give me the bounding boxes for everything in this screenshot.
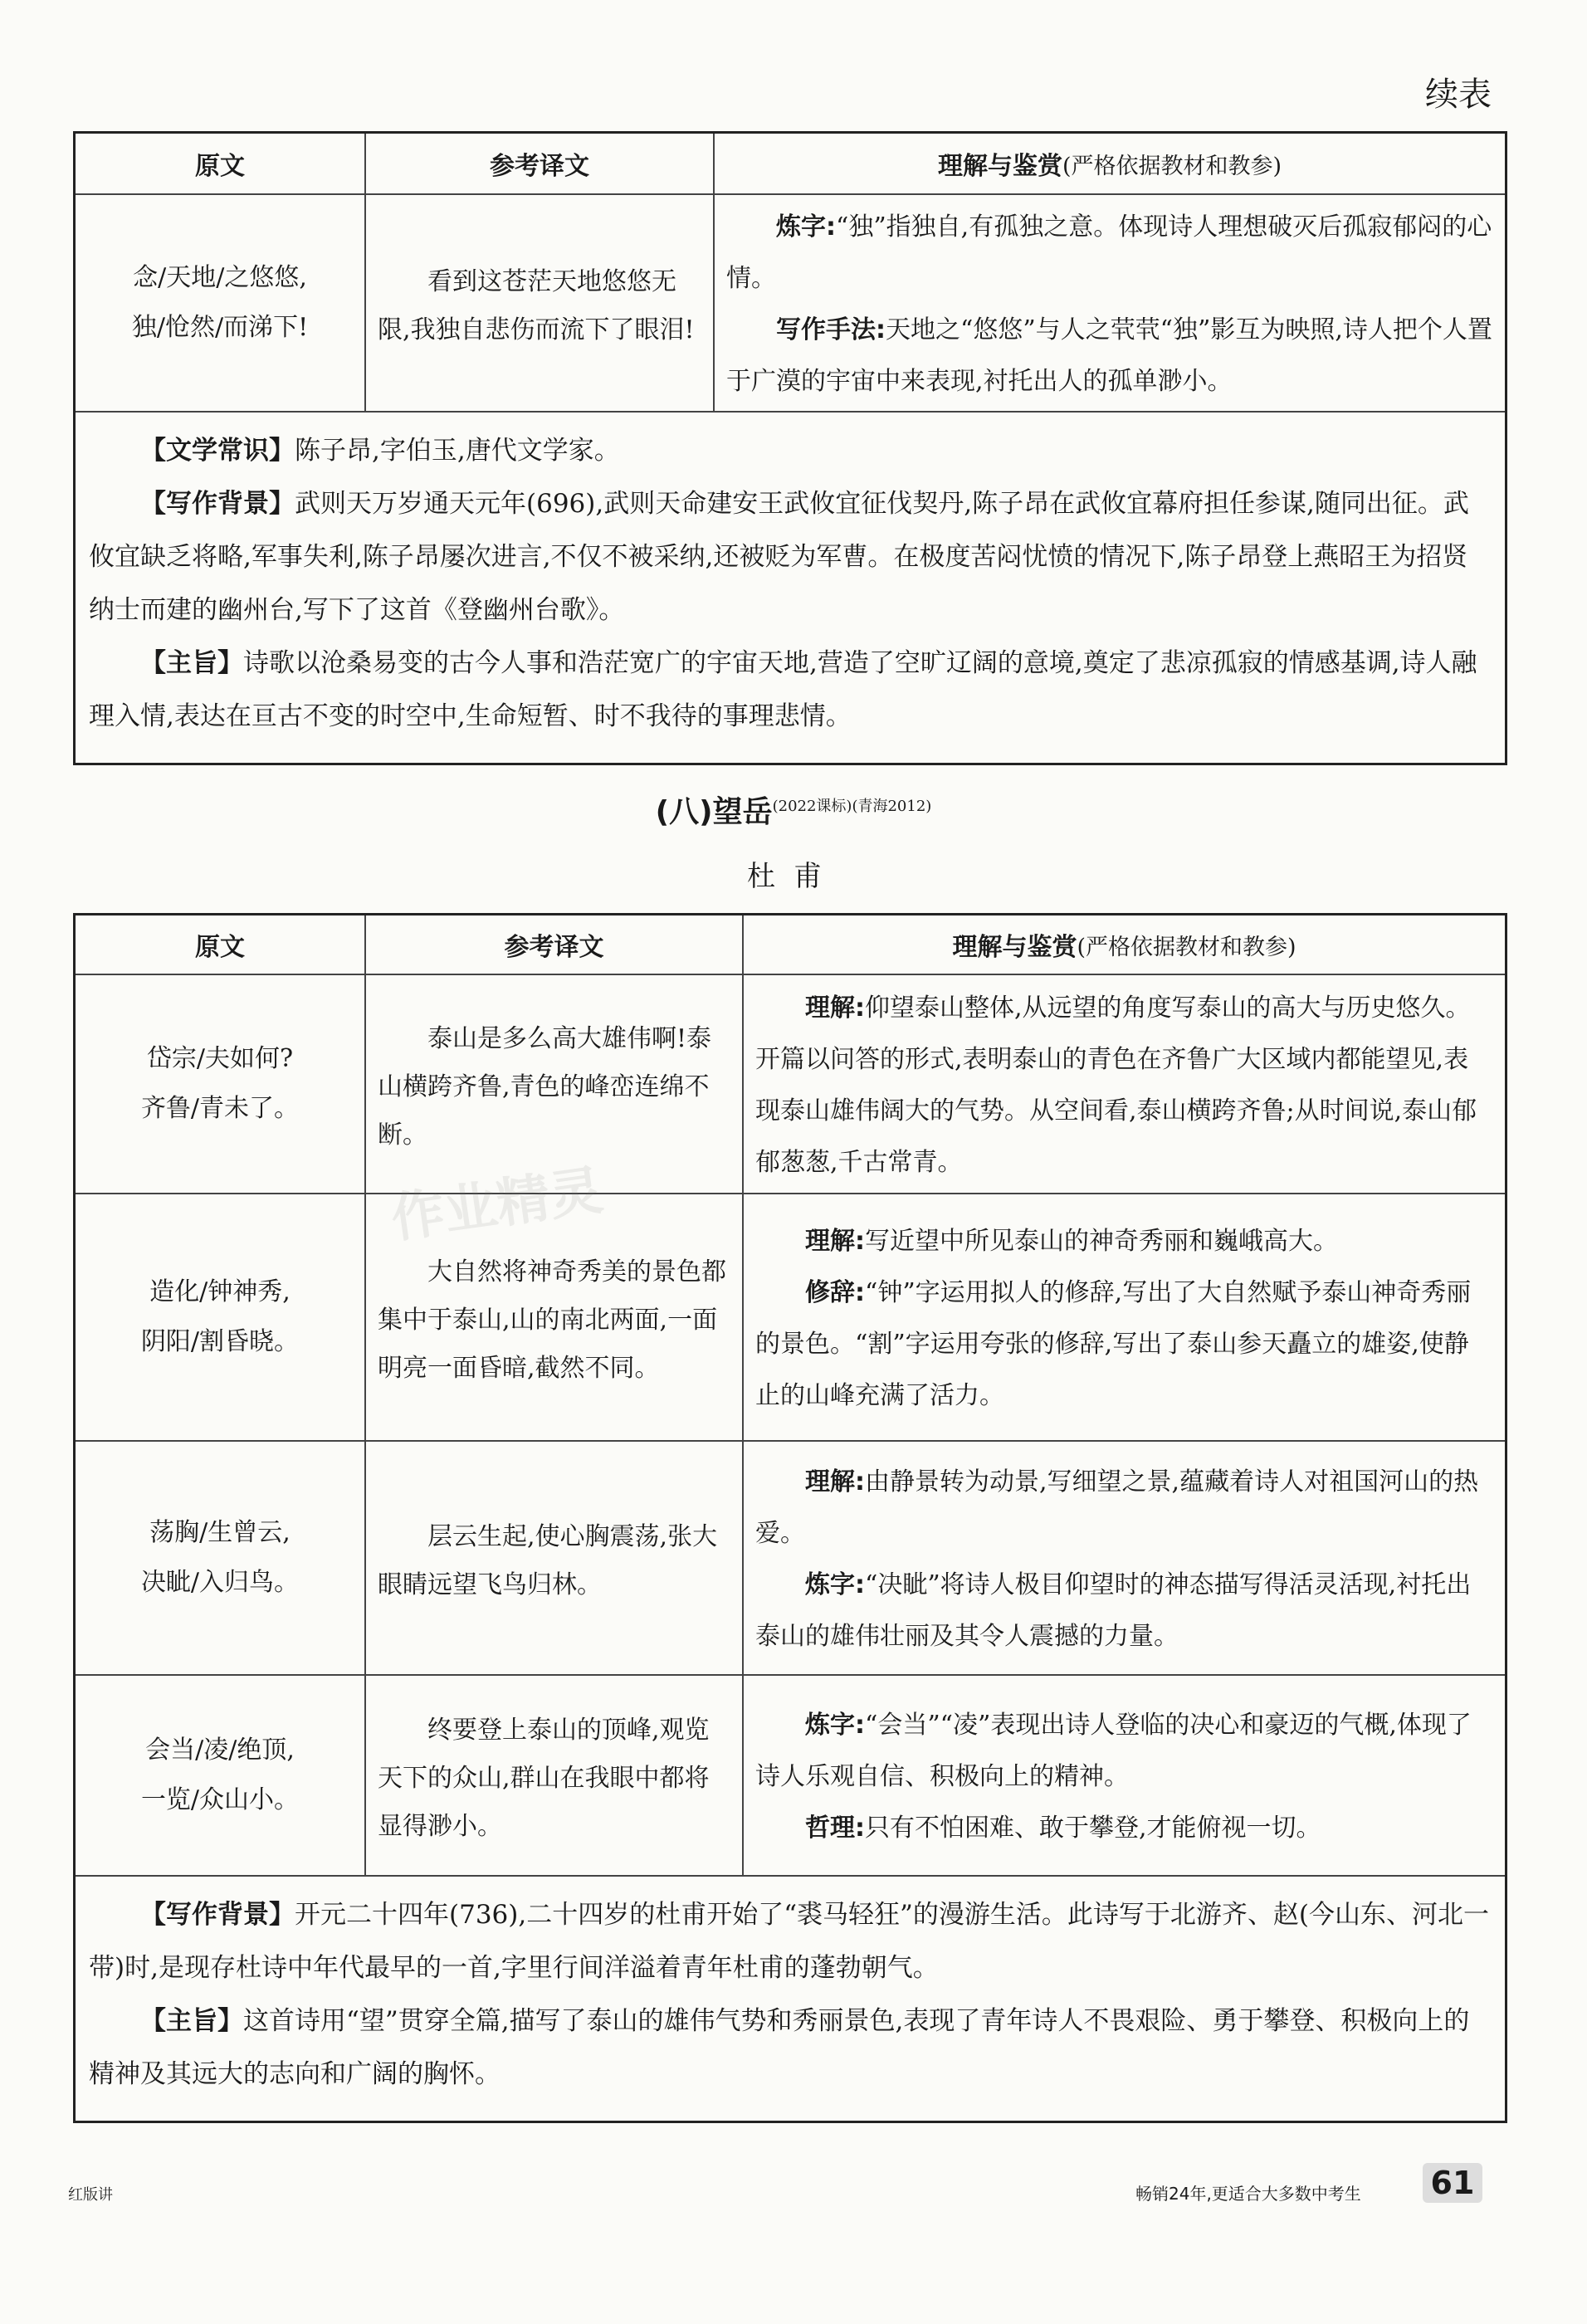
appreciation-item (755, 1803, 1493, 1854)
appreciation-text (744, 975, 1505, 1193)
header-appreciation (715, 134, 1505, 193)
page-number: 61 (1423, 2163, 1482, 2203)
header-appreciation (744, 915, 1505, 974)
original-line: 独/怆然/而涕下! (131, 313, 309, 342)
note-key: 【写作背景】 (140, 1900, 295, 1930)
note-key: 【主旨】 (140, 648, 243, 678)
original-line: 决眦/入归鸟。 (140, 1568, 300, 1597)
translation-content: 终要登上泰山的顶峰,观览天下的众山,群山在我眼中都将显得渺小。 (378, 1716, 710, 1841)
appreciation-key: 写作手法: (776, 315, 886, 344)
appreciation-content: 只有不怕困难、敢于攀登,才能俯视一切。 (865, 1814, 1321, 1843)
note-key: 【主旨】 (140, 2006, 243, 2036)
poem-table-1 (73, 131, 1507, 765)
notes-row (76, 413, 1505, 763)
appreciation-item (755, 1216, 1493, 1267)
appreciation-content: “会当”“凌”表现出诗人登临的决心和豪迈的气概,体现了诗人乐观自信、积极向上的精神。 (755, 1711, 1472, 1791)
appreciation-key: 炼字: (776, 212, 836, 242)
header-appreciation-main: 理解与鉴赏 (937, 152, 1062, 181)
original-line: 一览/众山小。 (140, 1785, 300, 1814)
note-paragraph (89, 1888, 1492, 1994)
original-line: 造化/钟神秀, (149, 1277, 291, 1306)
appreciation-key: 修辞: (805, 1278, 865, 1307)
note-key: 【写作背景】 (140, 489, 295, 519)
appreciation-item (726, 202, 1493, 305)
translation-text (366, 1442, 744, 1674)
notes-block (76, 413, 1505, 763)
footer-slogan: 畅销24年,更适合大多数中考生 (1135, 2184, 1361, 2204)
translation-content: 泰山是多么高大雄伟啊!泰山横跨齐鲁,青色的峰峦连绵不断。 (378, 1024, 712, 1150)
header-original: 原文 (76, 915, 366, 974)
footer-brand: 红版讲 (68, 2186, 113, 2204)
header-appreciation-note: (严格依据教材和教参) (1077, 934, 1296, 960)
original-line: 齐鲁/青未了。 (140, 1094, 300, 1123)
notes-block (76, 1877, 1505, 2121)
note-paragraph (89, 424, 1492, 477)
appreciation-item (755, 1457, 1493, 1560)
appreciation-item (755, 1267, 1493, 1422)
translation-content: 层云生起,使心胸震荡,张大眼睛远望飞鸟归林。 (378, 1522, 718, 1599)
appreciation-content: “独”指独自,有孤独之意。体现诗人理想破灭后孤寂郁闷的心情。 (726, 212, 1492, 293)
note-text: 武则天万岁通天元年(696),武则天命建安王武攸宜征伐契丹,陈子昂在武攸宜幕府担任参谋,随同出征。武攸宜缺乏将略,军事失利,陈子昂屡次进言,不仅不被采纳,还被贬为军曹。在极度苦闷忧愤的情况下,陈子昂登上燕昭王为招贤纳士而建的幽州台,写下了这首《登幽州台歌》。 (89, 489, 1469, 625)
table-row (76, 1194, 1505, 1442)
appreciation-text (715, 195, 1505, 411)
note-text: 陈子昂,字伯玉,唐代文学家。 (295, 436, 620, 466)
original-text (76, 1442, 366, 1674)
note-paragraph (89, 637, 1492, 743)
original-line: 岱宗/夫如何? (146, 1044, 294, 1073)
poem-title: (八)望岳 (655, 795, 773, 829)
appreciation-content: 仰望泰山整体,从远望的角度写泰山的高大与历史悠久。开篇以问答的形式,表明泰山的青色在齐鲁广大区域内都能望见,表现泰山雄伟阔大的气势。从空间看,泰山横跨齐鲁;从时间说,泰山郁郁葱葱,千古常青。 (755, 994, 1477, 1177)
appreciation-text (744, 1676, 1505, 1875)
original-line: 阴阳/割昏晓。 (140, 1327, 300, 1356)
watermark: 作业精灵 (387, 1160, 607, 1251)
note-key: 【文学常识】 (140, 436, 295, 466)
original-text (76, 975, 366, 1193)
original-text (76, 195, 366, 411)
poem-author: 杜甫 (747, 860, 840, 893)
appreciation-content: 由静景转为动景,写细望之景,蕴藏着诗人对祖国河山的热爱。 (755, 1467, 1479, 1548)
translation-text (366, 195, 715, 411)
appreciation-key: 理解: (805, 994, 865, 1023)
appreciation-text (744, 1194, 1505, 1440)
table-header-row (76, 915, 1505, 975)
original-text (76, 1676, 366, 1875)
appreciation-text (744, 1442, 1505, 1674)
original-text (76, 1194, 366, 1440)
appreciation-key: 理解: (805, 1227, 865, 1256)
appreciation-key: 哲理: (805, 1814, 865, 1843)
appreciation-content: 天地之“悠悠”与人之茕茕“独”影互为映照,诗人把个人置于广漠的宇宙中来表现,衬托出人的孤单渺小。 (726, 315, 1492, 396)
header-appreciation-note: (严格依据教材和教参) (1062, 153, 1282, 179)
header-translation: 参考译文 (366, 134, 715, 193)
appreciation-content: “钟”字运用拟人的修辞,写出了大自然赋予泰山神奇秀丽的景色。“割”字运用夸张的修辞,写出了泰山参天矗立的雄姿,使静止的山峰充满了活力。 (755, 1278, 1472, 1410)
continued-label: 续表 (1425, 76, 1492, 114)
translation-content: 大自然将神奇秀美的景色都集中于泰山,山的南北两面,一面明亮一面昏暗,截然不同。 (378, 1257, 726, 1383)
appreciation-key: 炼字: (805, 1570, 865, 1599)
table-row (76, 195, 1505, 413)
original-line: 会当/凌/绝顶, (145, 1736, 295, 1765)
exam-tag: (2022课标)(青海2012) (772, 798, 932, 815)
appreciation-content: “决眦”将诗人极目仰望时的神态描写得活灵活现,衬托出泰山的雄伟壮丽及其令人震撼的力量。 (755, 1570, 1472, 1651)
original-line: 念/天地/之悠悠, (133, 263, 307, 292)
note-paragraph (89, 1994, 1492, 2101)
header-translation: 参考译文 (366, 915, 744, 974)
original-line: 荡胸/生曾云, (149, 1518, 291, 1547)
appreciation-item (755, 1560, 1493, 1662)
poem-table-2 (73, 913, 1507, 2123)
translation-content: 看到这苍茫天地悠悠无限,我独自悲伤而流下了眼泪! (378, 267, 695, 344)
appreciation-key: 理解: (805, 1467, 865, 1496)
appreciation-item (755, 1700, 1493, 1803)
notes-row (76, 1877, 1505, 2121)
note-text: 诗歌以沧桑易变的古今人事和浩茫宽广的宇宙天地,营造了空旷辽阔的意境,奠定了悲凉孤寂的情感基调,诗人融理入情,表达在亘古不变的时空中,生命短暂、时不我待的事理悲情。 (89, 648, 1477, 731)
appreciation-item (726, 305, 1493, 408)
translation-text (366, 1676, 744, 1875)
table-header-row (76, 134, 1505, 195)
note-paragraph (89, 477, 1492, 637)
table-row (76, 1442, 1505, 1676)
table-row (76, 975, 1505, 1194)
appreciation-item (755, 983, 1493, 1189)
note-text: 这首诗用“望”贯穿全篇,描写了泰山的雄伟气势和秀丽景色,表现了青年诗人不畏艰险、勇于攀登、积极向上的精神及其远大的志向和广阔的胸怀。 (89, 2006, 1470, 2089)
note-text: 开元二十四年(736),二十四岁的杜甫开始了“裘马轻狂”的漫游生活。此诗写于北游齐、赵(今山东、河北一带)时,是现存杜诗中年代最早的一首,字里行间洋溢着青年杜甫的蓬勃朝气。 (89, 1900, 1489, 1983)
table-row (76, 1676, 1505, 1877)
appreciation-key: 炼字: (805, 1711, 865, 1740)
header-appreciation-main: 理解与鉴赏 (952, 933, 1077, 962)
section-title (0, 788, 1587, 831)
appreciation-content: 写近望中所见泰山的神奇秀丽和巍峨高大。 (865, 1227, 1338, 1256)
header-original: 原文 (76, 134, 366, 193)
